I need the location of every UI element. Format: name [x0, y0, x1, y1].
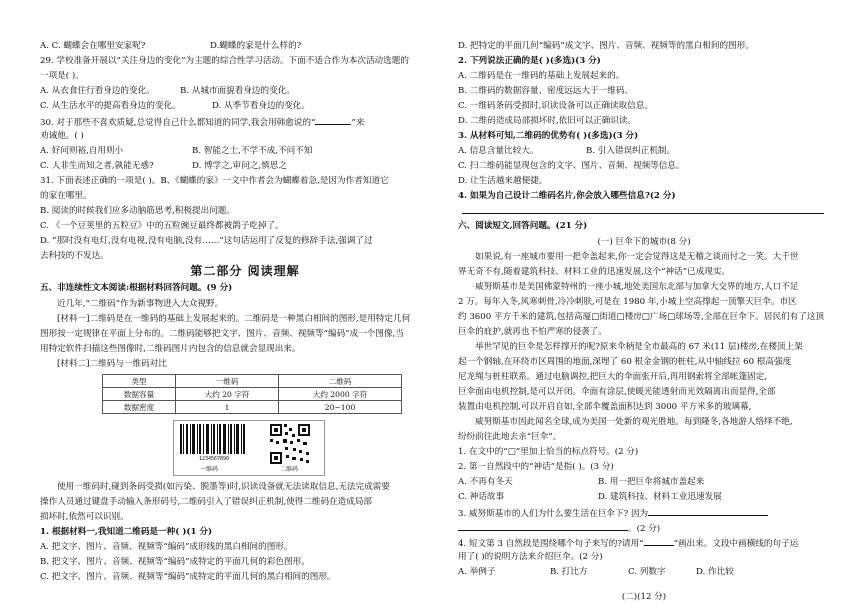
barcode-1d-icon	[180, 424, 250, 460]
table-cell: 大约 2000 字符	[279, 388, 402, 401]
left-column	[40, 0, 450, 608]
sec6-q2: 2. 第一自然段中的“神话”是指( )。(3 分)	[458, 462, 614, 472]
q29-option-c: C. 从生活水平的提高看身边的变化。	[40, 101, 181, 111]
material1-line3: 用特定软件扫描这些图像时,二维码图片内包含的信息就会显现出来。	[40, 344, 301, 354]
q30-option-a: A. 好问则裕,自用则小	[40, 146, 124, 156]
material1-line2: 图形按一定规律在平面上分布的。二维码能够把文字、图片、音频、视频等“编码”成一个图像,当	[40, 329, 404, 339]
table-row	[103, 388, 402, 401]
q29-option-d: D. 从季节看身边的变化。	[212, 101, 310, 111]
passage-p2-line4: 巨伞的庇护,就再也不怕严寒的侵袭了。	[458, 327, 607, 337]
q28-option-a: A. C. 蝴蝶会在哪里安家呢?	[40, 41, 146, 51]
para2-line1: 使用一维码时,碰到条码受损(如污染、脱墨等)时,识读设备就无法读取信息,无法完成需要	[57, 482, 390, 492]
q31-option-d-line2: 去科技的不发达。	[40, 251, 109, 261]
sec5-q4-answer-line[interactable]	[462, 212, 824, 214]
sec5-q3-option-c: C. 扫二维码能显现包含的文字、图片、音频、视频等信息。	[458, 161, 685, 171]
q31-option-d-line1: D. “那时没有电灯,没有电视,没有电脑,没有……”这句话运用了反复的修辞手法,强调了过	[40, 236, 373, 246]
sec6-q4-option-b: B. 打比方	[550, 567, 588, 577]
sec6-q4-line2: 用了( )的说明方法来介绍巨伞。(2 分)	[458, 552, 603, 562]
table-row	[103, 401, 402, 414]
passage-p3-line2: 起一个钢轴,在环绕市区周围的地面,深埋了 60 根金金钢的桩柱,从中轴线拉 60 根高强度	[458, 357, 792, 367]
sec5-q2-option-c: C. 一维码条码受损时,识读设备可以正确读取信息。	[458, 101, 653, 111]
passage-p4-line2: 纷纷前往此地去亲“巨伞”。	[458, 432, 562, 442]
sec5-q2-option-d: D. 二维码造成局部损坏时,依旧可以正确识读。	[458, 116, 637, 126]
sec5-q1-option-d: D. 把特定的平面几何“编码”成文字、图片、音频、视频等的黑白相间的图形。	[458, 41, 754, 51]
q31-option-b: B. 阅读的时候我们应多动脑筋思考,积极提出问题。	[40, 206, 235, 216]
q29-stem-line1: 29. 学校准备开展以“关注身边的变化”为主题的综合性学习活动。下面不适合作为本次活动选题的	[40, 56, 409, 66]
passage-p1-line2: 界无奇不有,随着建筑科技、材料工业的迅速发展,这个“神话”已成现实。	[458, 267, 731, 277]
barcode-comparison-image	[173, 420, 325, 476]
q31-stem-line2: 的家在哪里。	[40, 191, 92, 201]
table-cell: 大约 20 字符	[176, 388, 279, 401]
passage-p3-line5: 装置由电机控制,可以开启自如,全部伞覆盖面积达到 3000 平方米多的玻璃幕,	[458, 402, 752, 412]
sec6-q2-option-b: B. 用一把巨伞将城市盖起来	[598, 477, 705, 487]
passage-p1-line1: 如果说,有一座城市要用一把伞盖起来,你一定会觉得这是无稽之谈而付之一笑。大千世	[475, 252, 799, 262]
q30-option-c: C. 人非生而知之者,孰能无惑?	[40, 161, 154, 171]
q31-stem-line1: 31. 下面表述正确的一项是( )。B、《蝴蝶的家》一文中作者会为蝴蝶着急,是因为作者知道它	[40, 176, 389, 186]
q29-option-a: A. 从衣食住行看身边的变化。	[40, 86, 155, 96]
sec5-q1-option-a: A. 把文字、图片、音频、视频等“编码”成形线的黑白相间的图形。	[40, 542, 293, 552]
sec5-q2-option-b: B. 二维码的数据容量、密度远远大于一维码。	[458, 86, 634, 96]
passage-p3-line3: 尼龙绳与桩柱联系。通过电脑调控,把巨大的伞面张开后,再用钢索将全部帐篷固定,	[458, 372, 767, 382]
sec6-q2-option-c: C. 神话故事	[458, 492, 505, 502]
sec6-q2-option-a: A. 不再有冬天	[458, 477, 513, 487]
sec5-q1-option-b: B. 把文字、图片、音频、视频等“编码”成特定的平面几何的彩色图形。	[40, 557, 310, 567]
q30-option-b: B. 智能之士,不学不成,不问不知	[192, 146, 313, 156]
sec6-q3-answer-line[interactable]: 。(2 分)	[458, 521, 660, 535]
q31-option-c: C. 《一个豆荚里的五粒豆》中的五粒豌豆最终都被鸽子吃掉了。	[40, 221, 284, 231]
sec6-q3: 3. 威努斯基市的人们为什么要生活在巨伞下? 因为	[458, 506, 768, 520]
passage-p3-line1: 举世罕见的巨伞是怎样撑开的呢?原来伞柄是全市最高的 67 米(11 层)楼房,在楼顶上架	[475, 342, 803, 352]
table-cell: 1	[176, 401, 279, 414]
right-column	[458, 0, 830, 608]
q30-stem-line2: 劝诫他。( )	[40, 131, 84, 141]
barcode-digits: 1234567890	[198, 456, 230, 460]
passage-p2-line1: 威努斯基市是美国佛蒙特州的一座小城,地处美国东北部与加拿大交界的地方,人口不足	[475, 282, 799, 292]
passage-p4-line1: 威努斯基市因此闻名全球,成为美国一处新的观光胜地。每到隆冬,各地游人络绎不绝,	[475, 417, 793, 427]
para2-line3: 损坏时,依然可以识别。	[40, 512, 129, 522]
table-cell: 数据密度	[103, 401, 176, 414]
passage-p2-line3: 约 3600 平方千米的建筑,包括高厦□街道□楼房□广场□球场等,全部在巨伞下。居民们有了这顶	[458, 312, 825, 322]
sec5-q1-stem: 1. 根据材料一,我知道二维码是一种( )(1 分)	[40, 527, 213, 537]
section6-title: 六、阅读短文,回答问题。(21 分)	[458, 221, 588, 231]
table-header: 一维码	[176, 375, 279, 388]
material2-title: [材料二]二维码与一维码对比	[57, 359, 167, 369]
barcode-1d-caption: 一维码	[200, 466, 219, 473]
table-cell: 数据容量	[103, 388, 176, 401]
q29-stem-line2: 一项是( )。	[40, 71, 84, 81]
section5-title: 五、非连续性文本阅读:根据材料回答问题。(9 分)	[40, 283, 233, 293]
passage2-title: (二)(12 分)	[621, 592, 667, 602]
table-header: 二维码	[279, 375, 402, 388]
para2-line2: 操作人员通过键盘手动输入条形码号,二维码引入了错误纠正机制,使得二维码在造成局部	[40, 497, 373, 507]
comparison-table	[102, 374, 402, 414]
table-cell: 20~100	[279, 401, 402, 414]
sec5-q3-option-d: D. 让生活越来越便捷。	[458, 176, 548, 186]
sec6-q4-line1: 4. 短文第 3 自然段是围绕哪个句子来写的?请用“ ”画出来。文段中画横线的句子运	[458, 536, 798, 550]
passage-p2-line2: 2 万。每年入冬,风寒刺骨,冷冷刺肤,可是在 1980 年,小城上空高撑起一顶擎天巨伞。市区	[458, 297, 797, 307]
q30-option-d: D. 博学之,审问之,慎思之	[192, 161, 287, 171]
part2-title: 第二部分 阅读理解	[190, 264, 300, 278]
sec5-q4-stem: 4. 如果为自己设计二维码名片,你会放入哪些信息?(2 分)	[458, 191, 676, 201]
table-header: 类型	[103, 375, 176, 388]
section5-intro: 近几年,“二维码”作为新事物进入大众视野。	[57, 299, 224, 309]
table-header-row	[103, 375, 402, 388]
material1-line1: [材料一]二维码是在一维码的基础上发展起来的。二维码是一种黑白相间的图形,是用特定几何	[57, 314, 411, 324]
sec5-q3-option-a: A. 信息含量比较大。	[458, 146, 539, 156]
sec5-q2-option-a: A. 二维码是在一维码的基础上发展起来的。	[458, 71, 625, 81]
q28-option-d: D.蝴蝶的家是什么样的?	[210, 41, 302, 51]
sec5-q3-option-b: B. 引入错误纠正机制。	[586, 146, 676, 156]
barcode-2d-caption: 二维码	[280, 466, 299, 473]
q29-option-b: B. 从城市面貌看身边的变化。	[180, 86, 295, 96]
passage-p3-line4: 巨伞面由电机控制,是可以开闭。伞面有涂层,使暖光能透射而光效隔离出而显得,全部	[458, 387, 776, 397]
qr-code-icon	[270, 424, 310, 464]
q30-stem-line1: 30. 对于那些不喜欢质疑,总觉得自己什么都知道的同学,我会用韩愈说的“ ”来	[40, 115, 364, 129]
sec6-q4-option-a: A. 举例子	[458, 567, 496, 577]
sec5-q2-stem: 2. 下列说法正确的是( )(多选)(3 分)	[458, 56, 601, 66]
sec6-q1: 1. 在文中的“□”里加上恰当的标点符号。(2 分)	[458, 447, 639, 457]
sec6-q4-option-c: C. 列数字	[628, 567, 666, 577]
sec5-q3-stem: 3. 从材料可知,二维码的优势有( )(多选)(3 分)	[458, 131, 639, 141]
sec5-q1-option-c: C. 把文字、图片、音频、视频等“编码”成特定的平面几何的黑白相间的图形。	[40, 572, 336, 582]
sec6-q4-option-d: D. 作比较	[696, 567, 734, 577]
sec6-q2-option-d: D. 建筑科技、材料工业迅速发展	[598, 492, 722, 502]
passage1-title: (一) 巨伞下的城市(8 分)	[597, 237, 691, 247]
